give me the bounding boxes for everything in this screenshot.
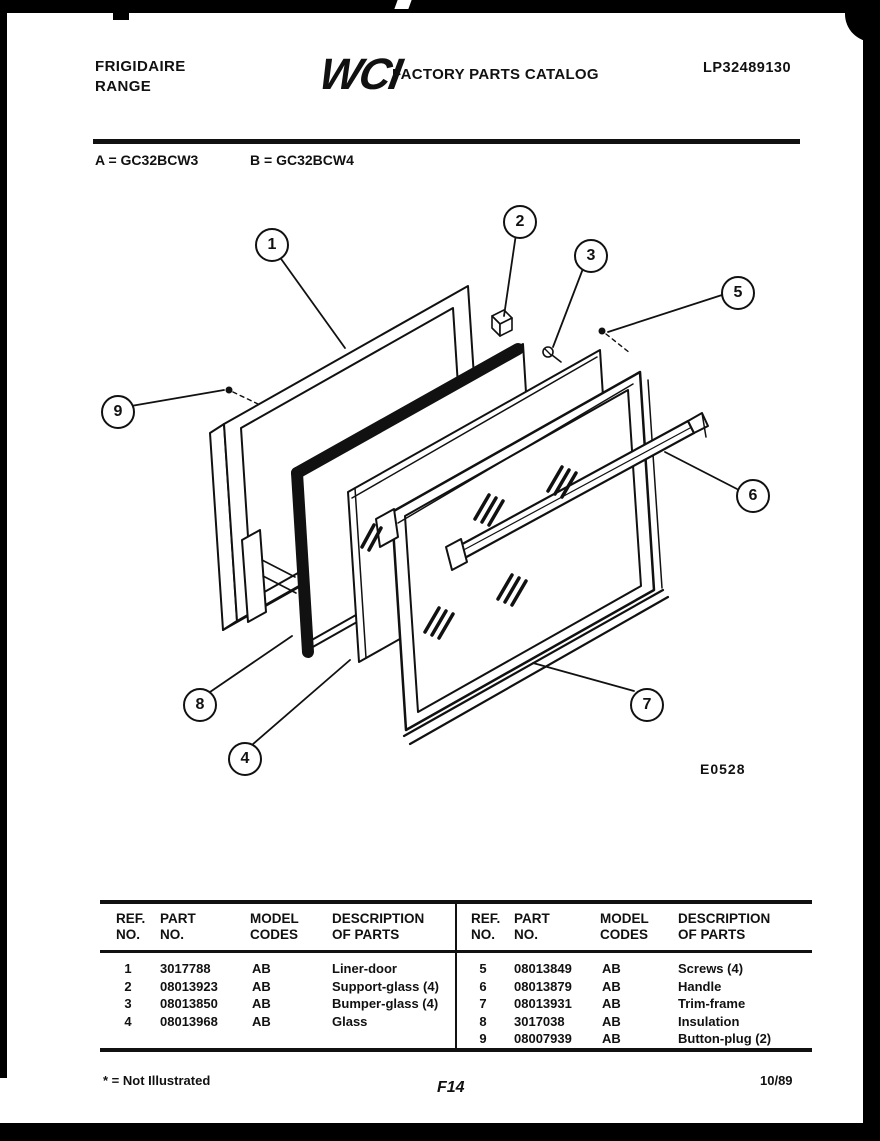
brand-line-1: FRIGIDAIRE: [95, 58, 186, 75]
model-codes: AB: [602, 1013, 621, 1029]
description: Button-plug (2): [678, 1031, 772, 1046]
button-plug-part: [226, 387, 259, 405]
table-row: [100, 978, 453, 996]
model-codes: AB: [602, 978, 621, 994]
model-codes: AB: [602, 961, 621, 976]
col-header-model: MODEL CODES: [250, 911, 299, 942]
callout-2: 2: [503, 205, 537, 239]
col-header-model: MODEL CODES: [600, 911, 649, 942]
ref-no: 2: [124, 978, 132, 994]
table-body-left: [100, 960, 453, 1030]
model-codes: AB: [252, 996, 271, 1011]
support-glass-clip-part: [492, 310, 512, 336]
model-codes: AB: [252, 978, 271, 994]
table-row: [100, 960, 453, 978]
part-no: 08013923: [160, 978, 218, 994]
table-center-divider: [455, 904, 457, 1048]
description: Trim-frame: [678, 996, 746, 1011]
table-body-right: [458, 960, 811, 1048]
ref-no: 1: [124, 961, 132, 976]
ref-no: 9: [479, 1031, 487, 1046]
bumper-screw-part: [543, 347, 561, 362]
parts-table-right: [458, 904, 811, 1048]
table-row: [100, 995, 453, 1013]
part-no: 08013968: [160, 1013, 218, 1029]
col-header-part: PART NO.: [160, 911, 196, 942]
ref-no: 4: [124, 1013, 132, 1029]
table-row: [458, 960, 811, 978]
page-number: F14: [437, 1079, 465, 1096]
table-row: [458, 995, 811, 1013]
model-codes: AB: [252, 961, 271, 976]
ref-no: 6: [479, 978, 487, 994]
callout-3: 3: [574, 239, 608, 273]
brand-line-2: RANGE: [95, 78, 152, 95]
part-no: 08013879: [514, 978, 572, 994]
col-header-desc: DESCRIPTION OF PARTS: [678, 911, 771, 942]
table-row: [100, 1013, 453, 1031]
screw-part: [599, 328, 631, 354]
model-codes: AB: [602, 996, 621, 1011]
part-no: 08013850: [160, 996, 218, 1011]
description: Bumper-glass (4): [332, 996, 439, 1011]
ref-no: 7: [479, 996, 487, 1011]
part-no: 08013931: [514, 996, 572, 1011]
ref-no: 8: [479, 1013, 487, 1029]
part-no: 3017038: [514, 1013, 565, 1029]
table-row: [458, 978, 811, 996]
part-no: 08013849: [514, 961, 572, 976]
callout-5: 5: [721, 276, 755, 310]
description: Handle: [678, 978, 722, 994]
wci-logo: WCI: [315, 50, 404, 99]
description: Insulation: [678, 1013, 740, 1029]
description: Support-glass (4): [332, 978, 439, 994]
callout-8: 8: [183, 688, 217, 722]
col-header-ref: REF. NO.: [116, 911, 146, 942]
col-header-desc: DESCRIPTION OF PARTS: [332, 911, 425, 942]
ref-no: 3: [124, 996, 132, 1011]
description: Liner-door: [332, 961, 397, 976]
date-code: 10/89: [760, 1073, 793, 1088]
table-row: [458, 1013, 811, 1031]
col-header-part: PART NO.: [514, 911, 550, 942]
part-no: 3017788: [160, 961, 211, 976]
description: Glass: [332, 1013, 368, 1029]
model-codes: AB: [602, 1031, 621, 1046]
model-code-b: B = GC32BCW4: [250, 152, 354, 168]
model-code-a: A = GC32BCW3: [95, 152, 199, 168]
parts-table: [100, 900, 812, 1052]
part-no: 08007939: [514, 1031, 572, 1046]
callout-7: 7: [630, 688, 664, 722]
callout-6: 6: [736, 479, 770, 513]
callout-9: 9: [101, 395, 135, 429]
col-header-ref: REF. NO.: [471, 911, 501, 942]
catalog-title: FACTORY PARTS CATALOG: [392, 66, 599, 83]
callout-4: 4: [228, 742, 262, 776]
callout-1: 1: [255, 228, 289, 262]
ref-no: 5: [479, 961, 487, 976]
parts-table-left: [100, 904, 453, 1048]
not-illustrated-footnote: * = Not Illustrated: [103, 1073, 211, 1088]
diagram-code: E0528: [700, 761, 746, 777]
model-codes: AB: [252, 1013, 271, 1029]
document-number: LP32489130: [703, 60, 792, 76]
table-row: [458, 1030, 811, 1048]
description: Screws (4): [678, 961, 744, 976]
